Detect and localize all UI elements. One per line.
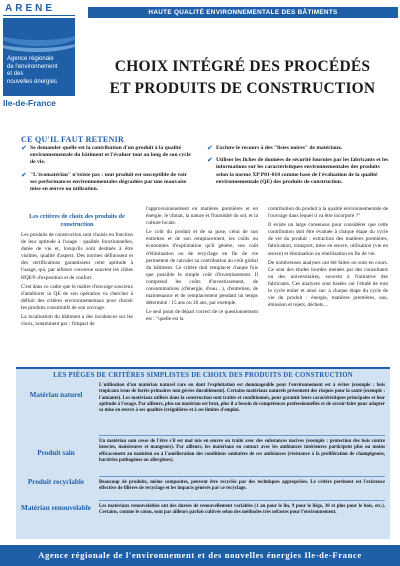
checkmark-icon: ✔: [21, 144, 27, 152]
logo-box-text: [7, 56, 58, 86]
pitfall-label: Matériau naturel: [29, 391, 83, 399]
body-paragraph: l'approvisionnement en matières premières et en énergie, le climat, la nature et l'humidité du sol, et la culture locale.: [146, 206, 258, 227]
body-paragraph: C'est dans ce cadre que le maître d'ouvrage soucieux d'améliorer la QE de son opération va chercher à définir des critères environnementaux pour choisir les produits constitutifs de son ouvrage.: [21, 283, 133, 311]
criteria-heading: Les critères de choix des produits de construction: [29, 213, 125, 228]
hqe-band: HAUTE QUALITÉ ENVIRONNEMENTALE DES BÂTIMENTS: [88, 7, 398, 18]
retain-heading: CE QU'IL FAUT RETENIR: [21, 135, 125, 144]
body-paragraph: Les produits de construction sont choisis en fonction de leur aptitude à l'usage : qualités fonctionnelles, durée de vie et, lorsqu'ils sont destinés à être visibles, qualité d'aspect. Des normes définissent et des certifications garantissent cette aptitude à l'usage, qui, par ailleurs concerne souvent les cibles HQE® d'exposition et de confort.: [21, 232, 133, 281]
pitfalls-heading: LES PIÈGES DE CRITÈRES SIMPLISTES DE CHOIX DES PRODUITS DE CONSTRUCTION: [53, 372, 353, 379]
logo-box-line: de l'environnement: [7, 63, 58, 70]
logo-word: ARENE: [5, 3, 56, 14]
retain-item: [207, 145, 392, 152]
retain-item: [21, 172, 193, 194]
pitfall-separator: [99, 500, 385, 501]
pitfalls-panel: [16, 367, 390, 539]
body-column-3: [268, 206, 388, 311]
footer-band: Agence régionale de l'environnement et des nouvelles énergies Ile-de-France: [0, 545, 400, 566]
pitfall-separator: [99, 435, 385, 436]
logo-region: Ile-de-France: [3, 98, 56, 108]
pitfall-text: L'utilisation d'un matériau naturel rare ou dont l'exploitation est dommageable pour l'environnement est à éviter (exemple : bois tropicaux issus de forêts primaires non gérées durablement). Certains matériaux naturels présentent des risques pour la santé (exemple : l'amiante). Les matériaux utilisés dans la construction sont traités et conditionnés, pour garantir leurs caractéristiques principales et leur aptitude à l'usage. Par ailleurs, plus un matériau est brut, plus il a besoin de compétences professionnelles et de savoir-faire pour adapter sa mise en œuvre à ses qualités irrégulières et à ses limites d'emploi.: [99, 383, 385, 414]
page-title: [100, 56, 385, 100]
pitfall-label: Matériau renouvelable: [21, 504, 91, 512]
pitfall-label: Produit sain: [37, 449, 75, 457]
retain-item-text: Exclure le recours à des "listes noires" de matériaux.: [216, 145, 343, 151]
pitfall-text: Les matériaux renouvelables ont des durées de renouvellement variables (1 an pour le lin, 9 pour le liège, 30 et plus pour le bois, etc.). Certains, comme le coton, sont par ailleurs parfois cultivés selon des méthodes très néfastes pour l'environnement.: [99, 504, 385, 516]
logo-box-line: Agence régionale: [7, 56, 54, 62]
retain-item-text: Se demander quelle est la contribution d'un produit à la qualité environnementale du bâtiment et l'évaluer tout au long de son cycle de vie.: [30, 145, 191, 166]
pitfall-separator: [99, 476, 385, 477]
logo-rule: [3, 15, 75, 16]
pitfall-text: Beaucoup de produits, même composites, peuvent être recyclés par des techniques appropriées. Le critère pertinent est l'existence effective de filières de recyclage et les impacts générés par ce recyclage.: [99, 480, 385, 492]
body-paragraph: Le coût du produit et de sa pose, celui de son entretien et de son remplacement, les coûts ou économies d'exploitation qu'il génère, son coût d'élimination ou de recyclage en fin de vie permettent de calculer sa contribution au coût global du bâtiment. Ce critère doit remplacer chaque fois que possible le simple coût d'investissement. Il comprend les coûts d'investissement, de consommations (d'énergie, d'eau…), d'entretien, de maintenance et de remplacement pendant un temps déterminé : 15 ans ou 30 ans, par exemple.: [146, 229, 258, 307]
retain-item-text: Utiliser les fiches de données de sécurité fournies par les fabricants et les informations sur les caractéristiques environnementales des produits selon la norme XP P01-010 comme base de l'évaluation de la qualité environnementale (QE) des produits de construction.: [216, 157, 389, 185]
pitfall-text: Un matériau sain cesse de l'être s'il est mal mis en œuvre ou traité avec des substances nocives (exemple : protection des bois contre insectes, moisissures et mangeurs). Par ailleurs, les matériaux en contact avec les ambiances intérieures participent plus ou moins efficacement au maintien ou à l'amélioration des conditions sanitaires de ces ambiances (résistance à la prolifération de champignons, bactéries pathogènes ou allergènes).: [99, 439, 385, 463]
logo-box-line: nouvelles énergies: [7, 78, 58, 85]
retain-left-column: [21, 145, 193, 198]
logo-box-line: et des: [7, 71, 24, 77]
pitfall-label: Produit recyclable: [27, 478, 85, 486]
checkmark-icon: ✔: [207, 156, 213, 165]
body-paragraph: Le seul point de départ correct de ce questionnement est : "quelle est la: [146, 309, 258, 323]
logo-wave-icon-secondary: [3, 22, 75, 52]
title-line-1: CHOIX INTÉGRÉ DES PROCÉDÉS: [114, 58, 371, 75]
body-paragraph: De nombreuses analyses ont été faites ou sont en cours. Ce sont des études lourdes menées par des consultants ou des universitaires, souvent à l'initiative des fabricants. Ces analyses sont basées sur l'étude de tout le cycle entier et ainsi sur: à chaque étape du cycle de vie du produit : énergie, matières premières, eau, émission et rejets, déchets…: [268, 259, 388, 309]
retain-right-column: [207, 145, 392, 191]
checkmark-icon: ✔: [207, 144, 213, 152]
body-column-2: [146, 206, 258, 326]
retain-item: [207, 157, 392, 186]
body-paragraph: contribution du produit à la qualité environnementale de l'ouvrage dans lequel il va être incorporé ?": [268, 206, 388, 220]
title-line-2: ET PRODUITS DE CONSTRUCTION: [109, 80, 376, 97]
logo-box: [3, 18, 75, 96]
body-column-1: [21, 213, 133, 330]
body-paragraph: Il existe un large consensus pour considérer que cette contribution doit être évaluée à chaque étape du cycle de vie du produit : extraction des matières premières, fabrication, transport, mise en œuvre, utilisation (vie en œuvre) et élimination ou réutilisation en fin de vie.: [268, 222, 388, 257]
checkmark-icon: ✔: [21, 170, 27, 179]
retain-item-text: "L'écomatériau" n'existe pas : tout produit est susceptible de voir ses performances environnementales dégradées par une mauvaise mise en œuvre ou utilisation.: [30, 171, 187, 193]
retain-item: [21, 145, 193, 167]
body-paragraph: La localisation du bâtiment a des incidences sur les choix, notamment par : l'impact de: [21, 314, 133, 328]
arene-logo: [3, 3, 83, 117]
